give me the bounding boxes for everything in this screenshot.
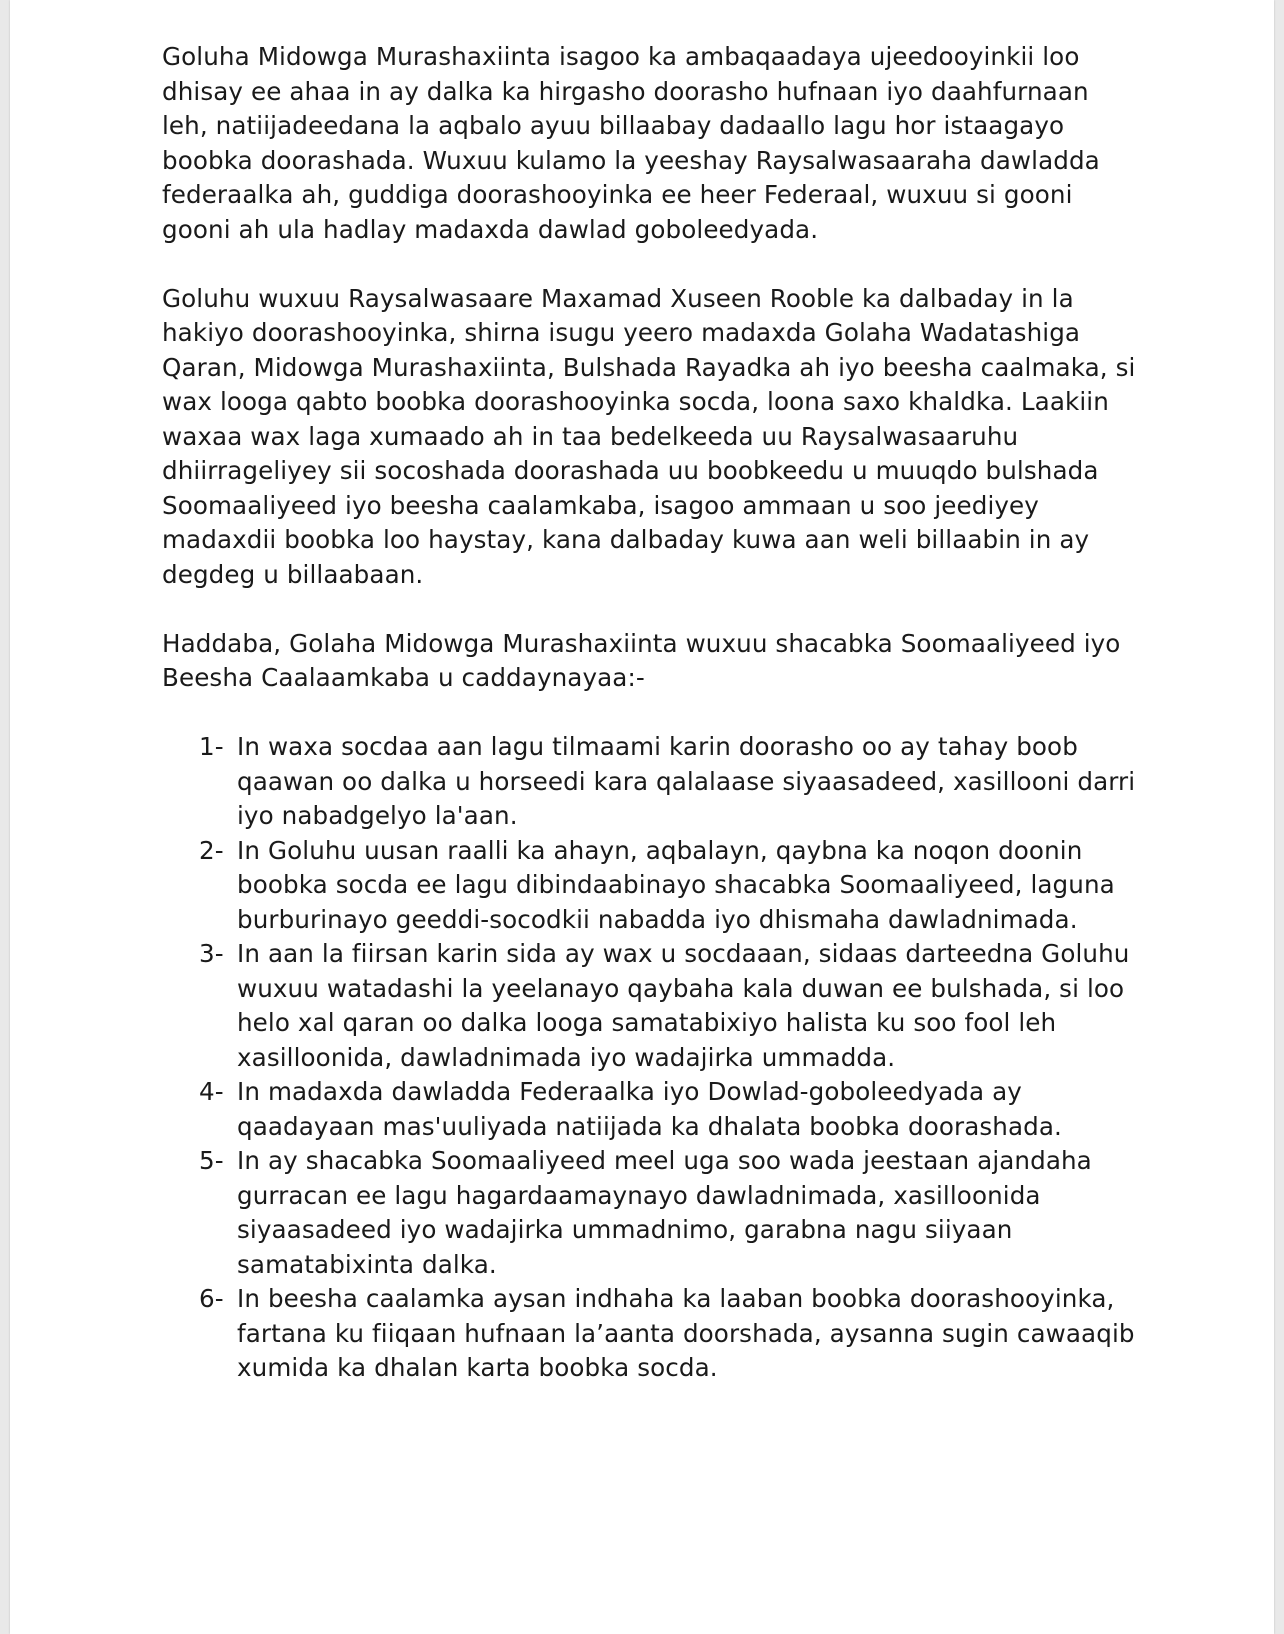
list-item <box>162 1075 1142 1144</box>
document-body <box>162 40 1142 1386</box>
list-item-text: In madaxda dawladda Federaalka iyo Dowlad-goboleedyada ay qaadayaan mas'uuliyada natiijada ka dhalata boobka doorashada. <box>237 1077 1062 1141</box>
list-item <box>162 1144 1142 1282</box>
list-item-text: In Goluhu uusan raalli ka ahayn, aqbalayn, qaybna ka noqon doonin boobka socda ee lagu dibindaabinayo shacabka Soomaaliyeed, laguna burburinayo geeddi-socodkii nabadda iyo dhismaha dawladnimada. <box>237 835 1115 934</box>
list-item <box>162 730 1142 834</box>
list-item <box>162 1282 1142 1386</box>
list-item-text: In aan la fiirsan karin sida ay wax u socdaaan, sidaas darteedna Goluhu wuxuu watadashi la yeelanayo qaybaha kala duwan ee bulshada, si loo helo xal qaran oo dalka looga samatabixiyo halista ku soo fool leh xasilloonida, dawladnimada iyo wadajirka ummadda. <box>237 939 1130 1072</box>
list-item-number: 5- <box>199 1146 224 1175</box>
list-item-text: In ay shacabka Soomaaliyeed meel uga soo wada jeestaan ajandaha gurracan ee lagu hagardaamaynayo dawladnimada, xasilloonida siyaasadeed iyo wadajirka ummadnimo, garabna nagu siiyaan samatabixinta dalka. <box>237 1146 1092 1279</box>
paragraph-declaration: Haddaba, Golaha Midowga Murashaxiinta wuxuu shacabka Soomaaliyeed iyo Beesha Caalaamkaba u caddaynayaa:- <box>162 628 1121 692</box>
list-item <box>162 937 1142 1075</box>
list-item <box>162 834 1142 938</box>
list-item-number: 4- <box>199 1077 224 1106</box>
list-item-number: 2- <box>199 835 224 865</box>
list-item-text: In waxa socdaa aan lagu tilmaami karin doorasho oo ay tahay boob qaawan oo dalka u horseedi kara qalalaase siyaasadeed, xasillooni darri iyo nabadgelyo la'aan. <box>237 732 1136 830</box>
paragraph-intro: Goluha Midowga Murashaxiinta isagoo ka ambaqaadaya ujeedooyinkii loo dhisay ee ahaa in ay dalka ka hirgasho doorasho hufnaan iyo daahfurnaan leh, natiijadeedana la aqbalo ayuu billaabay dadaallo lagu hor istaagayo boobka doorashada. Wuxuu kulamo la yeeshay Raysalwasaaraha dawladda federaalka ah, guddiga doorashooyinka ee heer Federaal, wuxuu si gooni gooni ah ula hadlay madaxda dawlad goboleedyada. <box>162 42 1100 244</box>
declaration-list <box>162 730 1142 1386</box>
list-item-number: 6- <box>199 1284 224 1313</box>
list-item-number: 3- <box>199 939 224 968</box>
list-item-text: In beesha caalamka aysan indhaha ka laaban boobka doorashooyinka, fartana ku fiiqaan hufnaan la’aanta doorshada, aysanna sugin cawaaqib xumida ka dhalan karta boobka socda. <box>237 1284 1135 1382</box>
paragraph-request: Goluhu wuxuu Raysalwasaare Maxamad Xuseen Rooble ka dalbaday in la hakiyo doorashooyinka, shirna isugu yeero madaxda Golaha Wadatashiga Qaran, Midowga Murashaxiinta, Bulshada Rayadka ah iyo beesha caalmaka, si wax looga qabto boobka doorashooyinka socda, loona saxo khaldka. Laakiin waxaa wax laga xumaado ah in taa bedelkeeda uu Raysalwasaaruhu dhiirrageliyey sii socoshada doorashada uu boobkeedu u muuqdo bulshada Soomaaliyeed iyo beesha caalamkaba, isagoo ammaan u soo jeediyey madaxdii boobka loo haystay, kana dalbaday kuwa aan weli billaabin in ay degdeg u billaabaan. <box>162 283 1136 589</box>
list-item-number: 1- <box>199 732 224 761</box>
document-page <box>10 0 1274 1634</box>
